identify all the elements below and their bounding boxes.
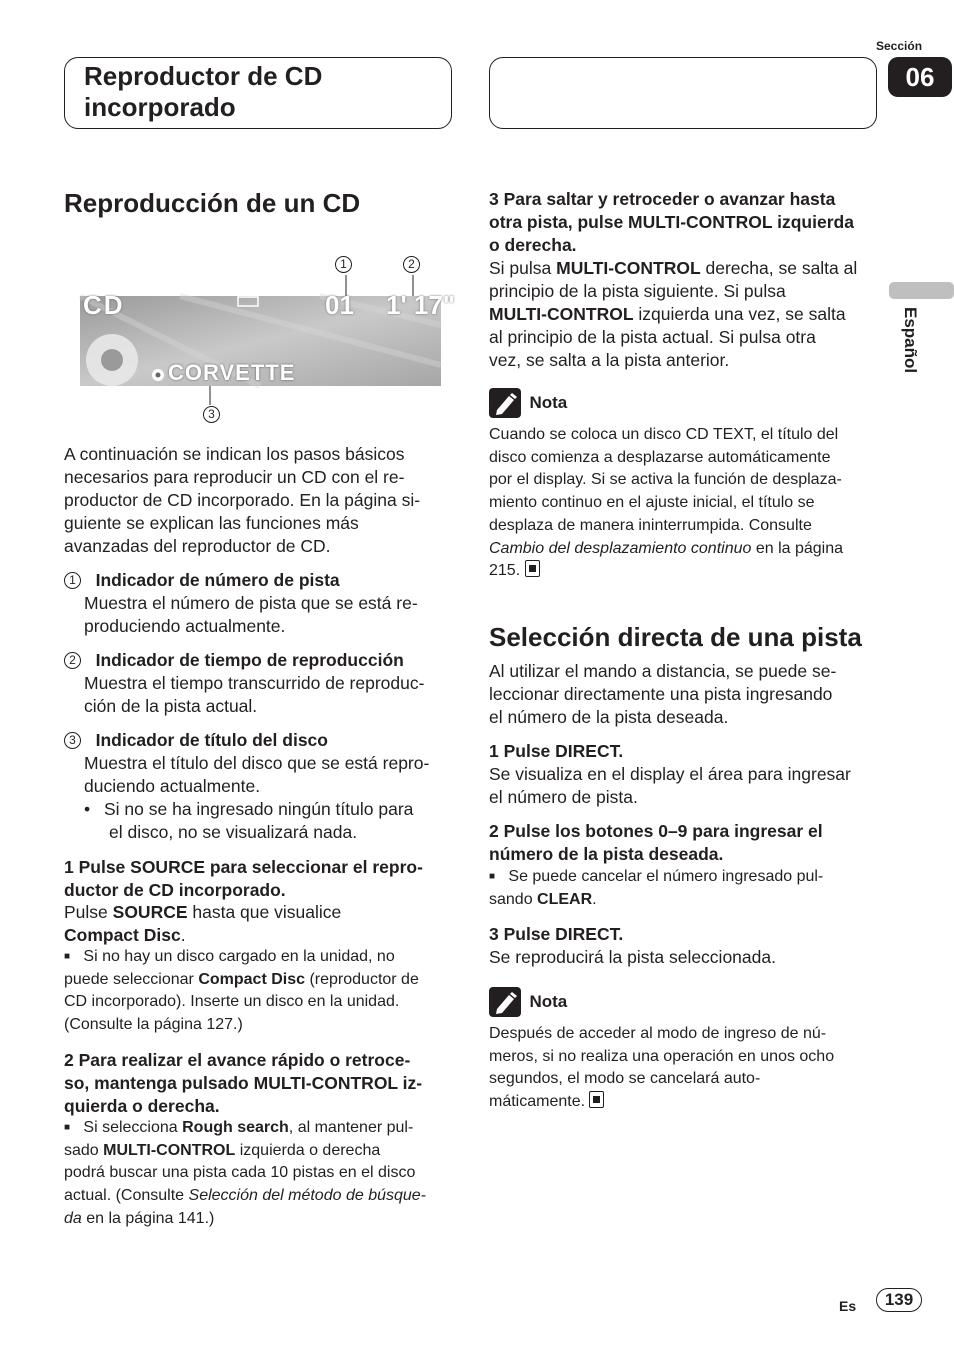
step2-title: 2 Para realizar el avance rápido o retroce- so, mantenga pulsado MULTI-CONTROL iz- quierda o derecha. [64, 1050, 423, 1116]
section-number: 06 [888, 57, 952, 97]
side-tab [889, 282, 954, 299]
heading-reproduccion: Reproducción de un CD [64, 188, 361, 218]
s3-title: 3 Pulse DIRECT. [489, 924, 624, 944]
end-mark-icon [589, 1091, 604, 1108]
nota1-header: Nota [489, 388, 567, 418]
step1-note: ■ Si no hay un disco cargado en la unidad, no puede seleccionar Compact Disc (reproductor de CD incorporado). Inserte un disco en la unidad. (Consulte la página 127.) [64, 948, 419, 1034]
item2-text: Muestra el tiempo transcurrido de reproduc- ción de la pista actual. [84, 673, 425, 716]
item2-title: 2 Indicador de tiempo de reproducción [64, 649, 404, 672]
nota2-text: Después de acceder al modo de ingreso de nú- meros, si no realiza una operación en unos ocho segundos, el modo se cancelará auto- máticamente. [489, 1025, 835, 1111]
section-label: Sección [876, 39, 923, 53]
step3-text: Si pulsa MULTI-CONTROL derecha, se salta al principio de la pista siguiente. Si pulsa MULTI-CONTROL izquierda una vez, se salta al principio de la pista actual. Si pulsa otra vez, se salta a la pista anterior. [489, 258, 858, 370]
heading-seleccion-directa: Selección directa de una pista [489, 622, 862, 652]
step1-text: Pulse SOURCE hasta que visualice Compact Disc. [64, 902, 342, 945]
callout-1: 1 [335, 256, 352, 275]
intro-paragraph: A continuación se indican los pasos básicos necesarios para reproducir un CD con el re- productor de CD incorporado. En la página si- guiente se explican las funciones más avanzadas del reproductor de CD. [64, 444, 421, 556]
display-figure [60, 255, 460, 430]
item3-text: Muestra el título del disco que se está repro- duciendo actualmente. [84, 753, 430, 796]
display-play-time: 1' 17" [386, 290, 456, 320]
item1-title: 1 Indicador de número de pista [64, 569, 340, 592]
step3-title: 3 Para saltar y retroceder o avanzar hasta otra pista, pulse MULTI-CONTROL izquierda o derecha. [489, 189, 854, 255]
display-cd-label: CD [83, 290, 125, 320]
s2-note: ■ Se puede cancelar el número ingresado pul- sando CLEAR. [489, 868, 824, 908]
item1-text: Muestra el número de pista que se está re- produciendo actualmente. [84, 593, 418, 636]
pencil-icon [489, 987, 521, 1017]
step2-note: ■ Si selecciona Rough search, al mantener pul- sado MULTI-CONTROL izquierda o derecha podrá buscar una pista cada 10 pistas en el disco actual. (Consulte Selección del método de búsque- da en la página 141.) [64, 1119, 427, 1227]
footer-lang: Es [839, 1298, 857, 1314]
pencil-icon [489, 388, 521, 418]
s3-text: Se reproducirá la pista seleccionada. [489, 947, 776, 967]
callout-3: 3 [203, 406, 220, 425]
side-language: Español [901, 307, 920, 374]
s2-title: 2 Pulse los botones 0–9 para ingresar el número de la pista deseada. [489, 821, 823, 864]
s1-title: 1 Pulse DIRECT. [489, 741, 624, 761]
s1-text: Se visualiza en el display el área para ingresar el número de pista. [489, 764, 851, 807]
intro2-paragraph: Al utilizar el mando a distancia, se puede se- leccionar directamente una pista ingresando el número de la pista deseada. [489, 661, 837, 727]
display-disc-title: CORVETTE [168, 360, 296, 385]
page-number: 139 [876, 1288, 922, 1312]
display-track-number: 01 [325, 290, 354, 320]
step1-title: 1 Pulse SOURCE para seleccionar el repro- ductor de CD incorporado. [64, 857, 423, 900]
nota1-text: Cuando se coloca un disco CD TEXT, el título del disco comienza a desplazarse automáticamente por el display. Si se activa la función de desplaza- miento continuo en el ajuste inicial, el título se desplaza de manera ininterrumpida. Consulte Cambio del desplazamiento continuo en la página 215. [489, 426, 844, 580]
item3-bullet: • Si no se ha ingresado ningún título para el disco, no se visualizará nada. [84, 799, 414, 842]
callout-2: 2 [403, 256, 420, 275]
item3-title: 3 Indicador de título del disco [64, 729, 328, 752]
header-title: Reproductor de CD incorporado [84, 61, 323, 122]
end-mark-icon [525, 560, 540, 577]
nota2-header: Nota [489, 987, 567, 1017]
header-empty-box [489, 57, 877, 129]
